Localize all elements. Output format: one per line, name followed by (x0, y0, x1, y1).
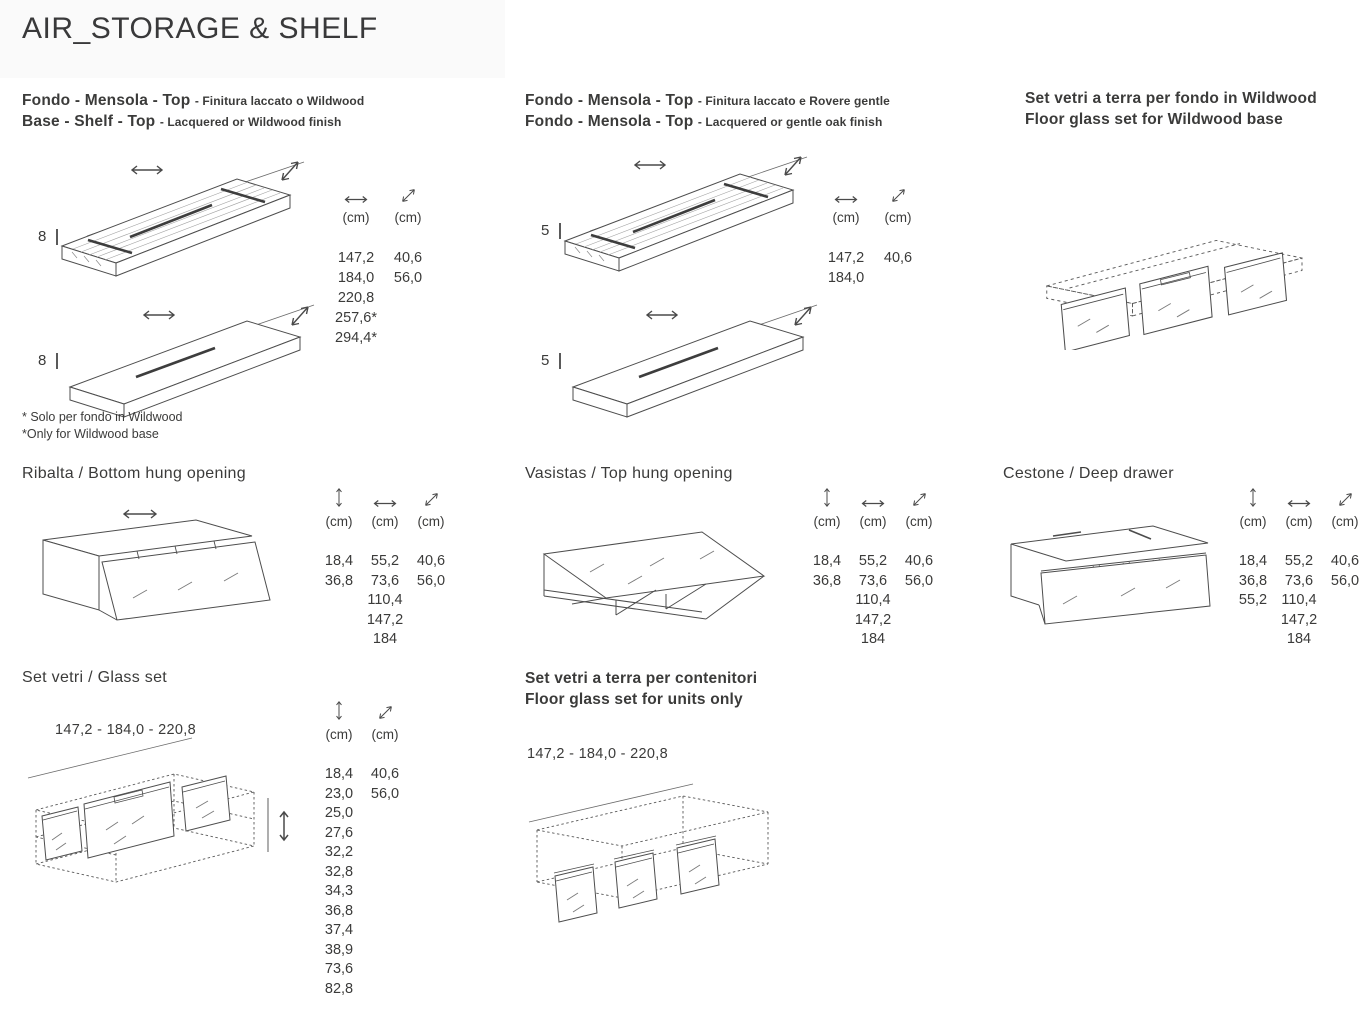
width-column (1276, 487, 1322, 650)
dimension-value: 56,0 (1330, 572, 1360, 589)
footnote-english: *Only for Wildwood base (22, 427, 159, 441)
dimension-value: 38,9 (324, 941, 354, 958)
section-heading: Set vetri / Glass set (22, 669, 168, 686)
dimension-value: 73,6 (1284, 572, 1314, 589)
dimension-value: 56,0 (370, 785, 400, 802)
thickness-label (541, 222, 561, 239)
dimension-value: 18,4 (324, 766, 354, 782)
heading-english-detail: - Lacquered or Wildwood finish (159, 114, 342, 129)
height-arrow-icon (335, 487, 343, 509)
dimension-value: 184 (372, 631, 398, 647)
dimension-value: 55,2 (1238, 592, 1268, 608)
heading-italian: Set vetri a terra per fondo in Wildwood (1025, 90, 1317, 107)
depth-column (1322, 487, 1368, 650)
width-arrow-icon (372, 487, 398, 509)
thickness-value: 8 (38, 228, 47, 245)
dimensions-table (1230, 487, 1368, 650)
floor-glass-wildwood-diagram (1038, 226, 1318, 350)
cestone-diagram (1001, 516, 1216, 634)
width-values (1281, 552, 1317, 650)
dimension-value: 82,8 (324, 980, 354, 997)
page-title: AIR_STORAGE & SHELF (22, 12, 378, 45)
heading-italian: Set vetri a terra per contenitori (525, 670, 758, 687)
unit-label: (cm) (1285, 514, 1313, 529)
depth-values (417, 552, 445, 591)
width-arrow-icon (833, 183, 859, 205)
dimensions-table (330, 183, 434, 348)
unit-label: (cm) (832, 210, 860, 225)
unit-label: (cm) (905, 514, 933, 529)
unit-label: (cm) (342, 210, 370, 225)
dimension-value: 18,4 (324, 553, 354, 569)
dimension-value: 27,6 (324, 824, 354, 841)
depth-arrow-icon (1337, 487, 1354, 509)
thickness-label (38, 352, 58, 369)
height-arrow-icon (1249, 487, 1257, 509)
footnote (22, 409, 183, 443)
width-range-label: 147,2 - 184,0 - 220,8 (55, 722, 196, 738)
heading-english: Base - Shelf - Top (22, 112, 156, 130)
depth-arrow-icon (400, 183, 417, 205)
wildwood-shelf-diagram (32, 146, 332, 291)
dimension-value: 147,2 (366, 611, 404, 628)
thickness-value: 5 (541, 352, 550, 369)
depth-column (896, 487, 942, 650)
depth-values (394, 248, 422, 288)
height-values (1239, 552, 1267, 611)
dimension-tick (559, 223, 560, 239)
dimension-value: 36,8 (324, 902, 354, 919)
section-heading (1025, 89, 1317, 130)
dimension-tick (559, 353, 560, 369)
width-column (820, 183, 872, 288)
depth-column (872, 183, 924, 288)
dimension-value: 18,4 (812, 553, 842, 569)
dimension-value: 40,6 (393, 250, 423, 266)
dimension-value: 147,2 (827, 250, 865, 266)
width-arrow-icon (343, 183, 369, 205)
depth-values (1331, 552, 1359, 591)
dimension-value: 23,0 (324, 785, 354, 802)
width-values (335, 248, 377, 348)
height-values (325, 552, 353, 591)
heading-english: Fondo - Mensola - Top (525, 112, 694, 130)
width-column (330, 183, 382, 348)
width-values (367, 552, 403, 650)
plain-shelf-diagram (545, 285, 845, 430)
width-values (828, 248, 864, 288)
depth-arrow-icon (377, 700, 394, 722)
depth-arrow-icon (911, 487, 928, 509)
depth-column (408, 487, 454, 650)
glass-set-diagram (22, 712, 312, 927)
section-heading (525, 669, 757, 710)
width-column (850, 487, 896, 650)
thickness-value: 8 (38, 352, 47, 369)
dimension-value: 184 (860, 631, 886, 647)
dimension-value: 37,4 (324, 922, 354, 938)
vasistas-diagram (532, 524, 772, 634)
dimension-value: 40,6 (904, 553, 934, 569)
heading-italian: Fondo - Mensola - Top (525, 92, 694, 109)
depth-values (884, 248, 912, 268)
depth-values (905, 552, 933, 591)
dimension-value: 40,6 (883, 250, 913, 266)
height-values (325, 765, 353, 999)
dimension-value: 294,4* (335, 330, 377, 346)
dimension-value: 257,6* (335, 310, 377, 326)
dimension-value: 25,0 (324, 805, 354, 821)
unit-label: (cm) (325, 514, 353, 529)
dimension-value: 40,6 (370, 766, 400, 782)
section-heading (22, 91, 364, 132)
dimension-value: 184 (1286, 631, 1312, 647)
dimensions-table (316, 487, 454, 650)
dimension-value: 18,4 (1238, 553, 1268, 569)
dimension-value: 55,2 (1284, 553, 1314, 569)
oak-shelf-diagram (535, 141, 835, 286)
dimension-value: 147,2 (854, 611, 892, 628)
dimension-value: 36,8 (812, 572, 842, 589)
dimension-value: 34,3 (324, 883, 354, 899)
height-column (316, 700, 362, 999)
unit-label: (cm) (325, 727, 353, 742)
ribalta-diagram (28, 498, 278, 633)
dimensions-table (316, 700, 408, 999)
section-heading: Vasistas / Top hung opening (525, 465, 733, 482)
dimension-value: 147,2 (337, 250, 375, 266)
depth-arrow-icon (890, 183, 907, 205)
dimension-value: 56,0 (393, 270, 423, 286)
dimensions-table (804, 487, 942, 650)
height-arrow-icon (335, 700, 343, 722)
unit-label: (cm) (1331, 514, 1359, 529)
height-column (1230, 487, 1276, 650)
dimension-value: 32,2 (324, 844, 354, 860)
unit-label: (cm) (371, 514, 399, 529)
width-arrow-icon (1286, 487, 1312, 509)
depth-column (362, 700, 408, 999)
heading-italian: Fondo - Mensola - Top (22, 92, 191, 109)
heading-english: Floor glass set for Wildwood base (1025, 110, 1283, 128)
footnote-italian: * Solo per fondo in Wildwood (22, 410, 183, 424)
section-heading (525, 91, 890, 132)
dimension-value: 56,0 (904, 572, 934, 589)
dimension-value: 36,8 (1238, 572, 1268, 589)
dimension-value: 220,8 (337, 290, 375, 306)
dimension-value: 32,8 (324, 863, 354, 880)
dimension-value: 184,0 (827, 270, 865, 286)
dimension-value: 184,0 (337, 270, 375, 286)
thickness-label (38, 228, 58, 245)
height-values (813, 552, 841, 591)
heading-english-detail: - Lacquered or gentle oak finish (697, 114, 883, 129)
depth-arrow-icon (423, 487, 440, 509)
dimension-value: 40,6 (1330, 553, 1360, 569)
dimension-value: 55,2 (370, 553, 400, 569)
unit-label: (cm) (859, 514, 887, 529)
unit-label: (cm) (394, 210, 422, 225)
dimension-value: 73,6 (858, 572, 888, 589)
thickness-value: 5 (541, 222, 550, 239)
width-arrow-icon (860, 487, 886, 509)
section-heading: Ribalta / Bottom hung opening (22, 465, 246, 482)
dimension-value: 147,2 (1280, 611, 1318, 628)
dimension-tick (56, 229, 57, 245)
depth-values (371, 765, 399, 804)
height-column (804, 487, 850, 650)
unit-label: (cm) (371, 727, 399, 742)
dimension-value: 110,4 (855, 592, 891, 608)
thickness-label (541, 352, 561, 369)
dimension-tick (56, 353, 57, 369)
dimension-value: 110,4 (367, 592, 403, 608)
dimension-value: 55,2 (858, 553, 888, 569)
depth-column (382, 183, 434, 348)
height-arrow-icon (823, 487, 831, 509)
unit-label: (cm) (884, 210, 912, 225)
dimension-value: 40,6 (416, 553, 446, 569)
dimension-value: 73,6 (324, 961, 354, 977)
unit-label: (cm) (417, 514, 445, 529)
dimension-value: 73,6 (370, 572, 400, 589)
section-heading: Cestone / Deep drawer (1003, 465, 1174, 482)
heading-italian-detail: - Finitura laccato e Rovere gentle (697, 94, 890, 108)
floor-glass-units-diagram (525, 760, 825, 930)
heading-italian-detail: - Finitura laccato o Wildwood (194, 94, 365, 108)
width-column (362, 487, 408, 650)
unit-label: (cm) (1239, 514, 1267, 529)
dimension-value: 36,8 (324, 572, 354, 589)
width-range-label: 147,2 - 184,0 - 220,8 (527, 746, 668, 762)
dimension-value: 56,0 (416, 572, 446, 589)
heading-english: Floor glass set for units only (525, 690, 743, 708)
dimension-value: 110,4 (1281, 592, 1317, 608)
dimensions-table (820, 183, 924, 288)
width-values (855, 552, 891, 650)
height-column (316, 487, 362, 650)
unit-label: (cm) (813, 514, 841, 529)
